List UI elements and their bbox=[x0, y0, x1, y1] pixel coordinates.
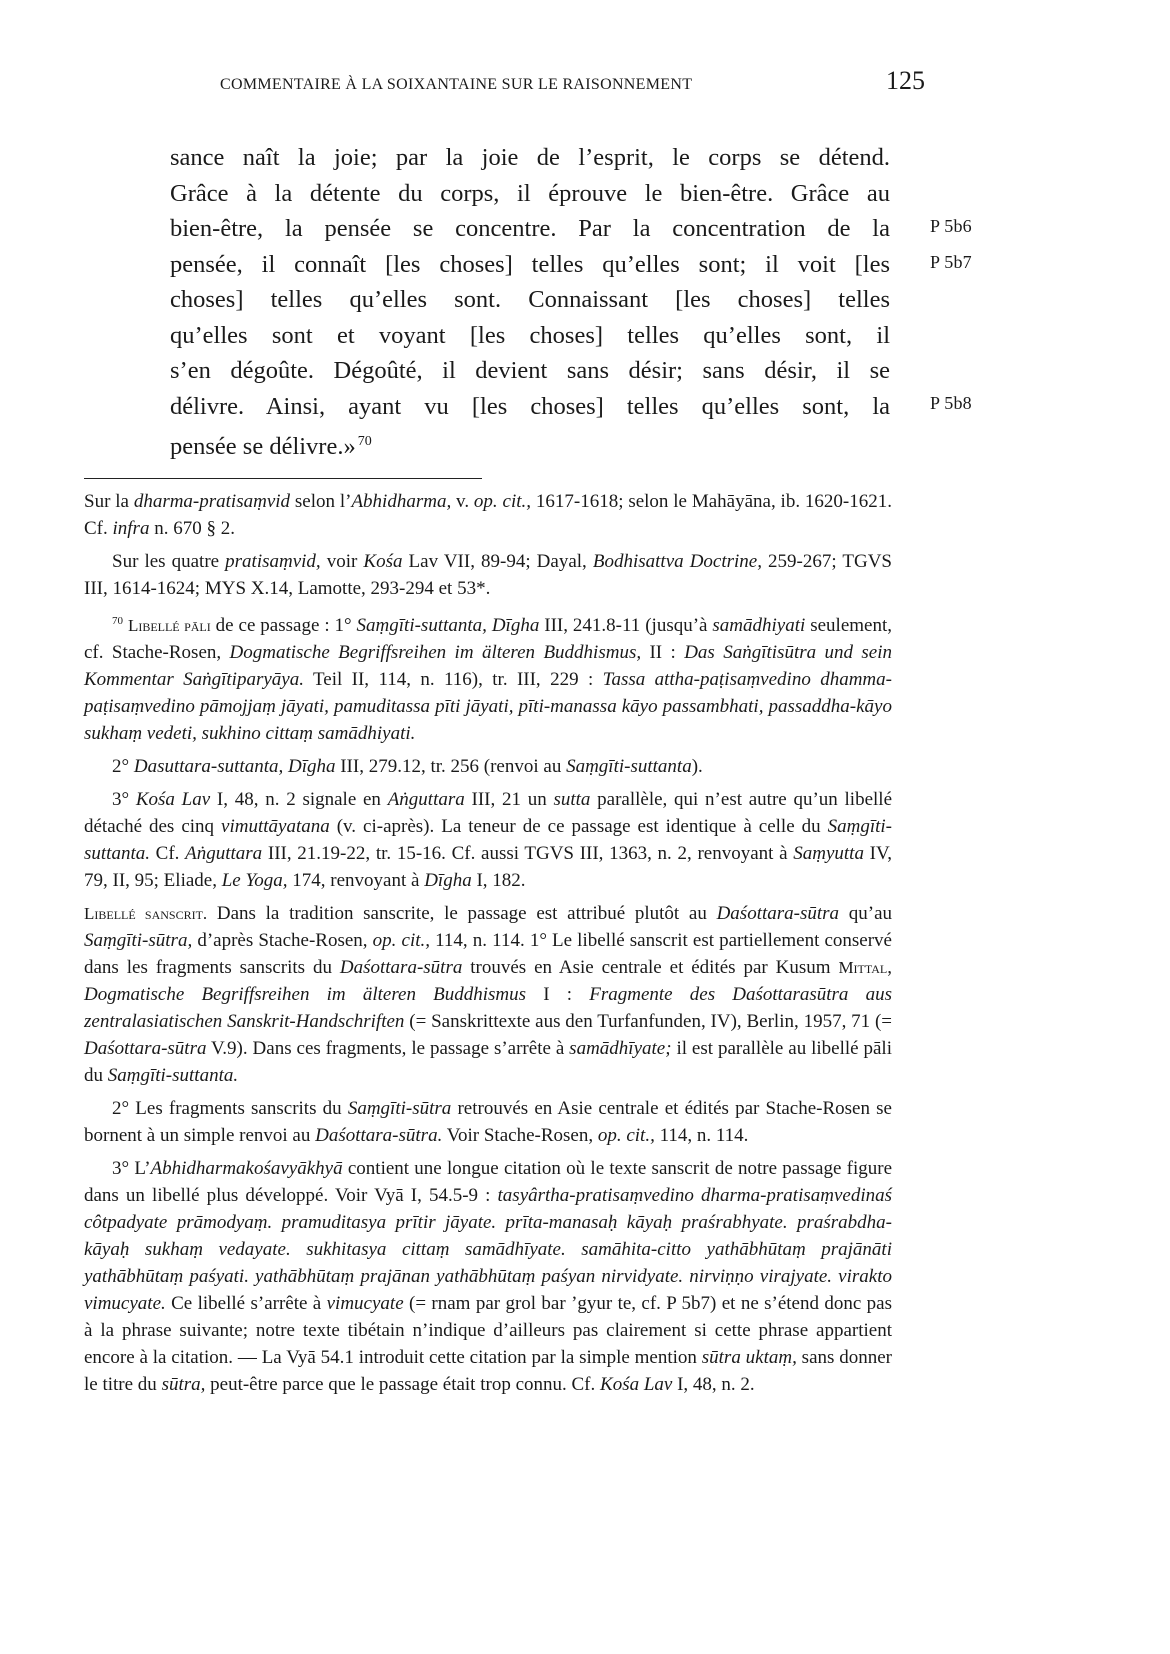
text-run: sans donner le titre du bbox=[84, 1347, 893, 1395]
text-run: 1617-1618; selon le Mahāyāna, ib. 1620-1621. Cf. bbox=[84, 491, 892, 539]
main-text-line: Grâce à la détente du corps, il éprouve le bien-être. Grâce au bbox=[170, 179, 890, 207]
text-run: Cf. bbox=[149, 843, 186, 864]
footnote-body bbox=[84, 903, 892, 1086]
text-run: I : bbox=[526, 984, 590, 1005]
text-run: contient une longue citation où le texte sanscrit de notre passage figure dans un libellé plus développé. Voir Vyā I, 54.5-9 : bbox=[84, 1158, 892, 1206]
text-run: 259-267; TGVS III, 1614-1624; MYS X.14, Lamotte, 293-294 et 53*. bbox=[84, 551, 892, 599]
italic-run: Kośa Lav bbox=[135, 789, 211, 810]
margin-reference: P 5b7 bbox=[930, 252, 972, 272]
italic-run: Saṃgīti-suttanta. bbox=[84, 816, 892, 864]
italic-run: Aṅguttara bbox=[387, 789, 465, 810]
italic-run: Saṃgīti-suttanta, Dīgha bbox=[356, 615, 540, 636]
footnote-reference[interactable]: 70 bbox=[357, 434, 372, 449]
footnote-paragraph bbox=[84, 1155, 892, 1398]
italic-run: Tassa attha-paṭisaṃvedino dhamma-paṭisaṃvedino pāmojjaṃ jāyati, pamuditassa pīti jāyati, pīti-manassa kāyo passambhati, passaddha-kāyo sukhaṃ vedeti, sukhino cittaṃ samādhiyati. bbox=[84, 669, 892, 744]
text-run: I, 182. bbox=[471, 870, 526, 891]
text-run: voir bbox=[320, 551, 364, 572]
text-run: Lav VII, 89-94; Dayal, bbox=[402, 551, 593, 572]
text-run: (= Sanskrittexte aus den Turfanfunden, IV), Berlin, 1957, 71 (= bbox=[404, 1011, 893, 1032]
italic-run: Saṃgīti-sūtra bbox=[347, 1098, 452, 1119]
italic-run: Dasuttara-suttanta, Dīgha bbox=[133, 756, 336, 777]
italic-run: infra bbox=[112, 518, 150, 539]
page-number: 125 bbox=[886, 66, 925, 95]
main-text bbox=[170, 140, 890, 460]
running-head: COMMENTAIRE À LA SOIXANTAINE SUR LE RAISONNEMENT bbox=[220, 76, 693, 93]
text-run: ). bbox=[691, 756, 703, 777]
italic-run: Dogmatische Begriffsreihen im älteren Buddhismus, bbox=[229, 642, 642, 663]
italic-run: Daśottara-sūtra bbox=[716, 903, 840, 924]
text-run: 2° Les fragments sanscrits du bbox=[112, 1098, 348, 1119]
footnotes bbox=[84, 488, 892, 1404]
italic-run: op. cit., bbox=[372, 930, 431, 951]
text-run: 174, renvoyant à bbox=[287, 870, 425, 891]
italic-run: Bodhisattva Doctrine, bbox=[592, 551, 762, 572]
text-run: III, 279.12, tr. 256 (renvoi au bbox=[335, 756, 567, 777]
footnote-divider bbox=[84, 478, 482, 479]
text-run: il est parallèle au libellé pāli du bbox=[84, 1038, 892, 1086]
text-run: (= rnam par grol bar ’gyur te, cf. P 5b7) et ne s’étend donc pas à la phrase suivante; notre texte tibétain n’indique d’ailleurs pas clairement si cette phrase appartient encore à la citation. — La Vyā 54.1 introduit cette citation par la simple mention bbox=[84, 1293, 892, 1368]
footnote-paragraph-sanscrit bbox=[84, 900, 892, 1089]
section-label: Libellé pāli bbox=[127, 616, 211, 635]
italic-run: Fragmente des Daśottarasūtra aus zentralasiatischen Sanskrit-Handschriften bbox=[84, 984, 893, 1032]
section-label: Libellé sanscrit. bbox=[84, 904, 208, 923]
text-run: selon l’ bbox=[290, 491, 352, 512]
text-run: Teil II, 114, n. 116), tr. III, 229 : bbox=[303, 669, 603, 690]
text-run: III, 21.19-22, tr. 15-16. Cf. aussi TGVS III, 1363, n. 2, renvoyant à bbox=[262, 843, 794, 864]
text-run: 3° L’ bbox=[112, 1158, 151, 1179]
italic-run: sūtra uktaṃ, bbox=[701, 1347, 797, 1368]
margin-reference: P 5b6 bbox=[930, 216, 972, 236]
italic-run: vimucyate bbox=[326, 1293, 404, 1314]
main-text-line: s’en dégoûte. Dégoûté, il devient sans désir; sans désir, il se bbox=[170, 357, 890, 384]
footnote-paragraph bbox=[84, 488, 892, 542]
italic-run: Daśottara-sūtra bbox=[84, 1038, 207, 1059]
italic-run: Saṃgīti-sūtra, bbox=[84, 930, 193, 951]
italic-run: samādhīyate; bbox=[569, 1038, 672, 1059]
text-run: I, 48, n. 2 signale en bbox=[210, 789, 388, 810]
footnote-paragraph bbox=[84, 753, 892, 780]
italic-run: Kośa bbox=[363, 551, 403, 572]
text-run: 114, n. 114. 1° Le libellé sanscrit est partiellement conservé dans les fragments sanscrits du bbox=[84, 930, 892, 978]
text-run: Dans la tradition sanscrite, le passage est attribué plutôt au bbox=[207, 903, 717, 924]
text-run: I, 48, n. 2. bbox=[672, 1374, 755, 1395]
text-run: (v. ci-après). La teneur de ce passage est identique à celle du bbox=[329, 816, 828, 837]
italic-run: Daśottara-sūtra bbox=[339, 957, 463, 978]
text-run: Voir Stache-Rosen, bbox=[442, 1125, 598, 1146]
italic-run: Le Yoga, bbox=[221, 870, 288, 891]
text-run: v. bbox=[451, 491, 474, 512]
italic-run: op. cit., bbox=[473, 491, 532, 512]
italic-run: Abhidharma, bbox=[351, 491, 452, 512]
text-run: retrouvés en Asie centrale et édités par Stache-Rosen se bornent à un simple renvoi au bbox=[84, 1098, 892, 1146]
italic-run: Saṃyutta bbox=[793, 843, 864, 864]
text-run: de ce passage : 1° bbox=[210, 615, 357, 636]
footnote-paragraph bbox=[84, 548, 892, 602]
italic-run: sutta bbox=[553, 789, 591, 810]
text-run: V.9). Dans ces fragments, le passage s’arrête à bbox=[206, 1038, 570, 1059]
main-text-line: choses] telles qu’elles sont. Connaissant [les choses] telles bbox=[170, 286, 890, 313]
text-run: seulement, cf. Stache-Rosen, bbox=[84, 615, 893, 663]
text-run: , bbox=[887, 957, 892, 978]
text-run: n. 670 § 2. bbox=[149, 518, 235, 539]
main-text-line: délivre. Ainsi, ayant vu [les choses] telles qu’elles sont, la bbox=[170, 392, 890, 420]
footnote-paragraph bbox=[84, 1095, 892, 1149]
text-run: d’après Stache-Rosen, bbox=[192, 930, 373, 951]
main-text-line: sance naît la joie; par la joie de l’esprit, le corps se détend. bbox=[170, 144, 890, 171]
italic-run: dharma-pratisaṃvid bbox=[133, 491, 291, 512]
footnote-number: 70 bbox=[112, 615, 123, 627]
text-run: Ce libellé s’arrête à bbox=[165, 1293, 327, 1314]
italic-run: Saṃgīti-suttanta. bbox=[107, 1065, 239, 1086]
italic-run: Das Saṅgītisūtra und sein Kommentar Saṅgītiparyāya. bbox=[84, 642, 892, 690]
italic-run: Aṅguttara bbox=[185, 843, 263, 864]
italic-run: tasyârtha-pratisaṃvedino dharma-pratisaṃvedinaś côtpadyate prāmodyaṃ. pramuditasya prītir jāyate. prīta-manasaḥ kāyaḥ praśrabhyate. praśrabdha-kāyaḥ sukhaṃ vedayate. sukhitasya cittaṃ samādhīyate. samāhita-citto yathābhūtaṃ prajānāti yathābhūtaṃ paśyati. yathābhūtaṃ prajānan yathābhūtaṃ paśyan nirvidyate. nirviṇṇo virajyate. virakto vimucyate. bbox=[84, 1185, 893, 1314]
text-run: Sur la bbox=[84, 491, 134, 512]
text-run: 114, n. 114. bbox=[654, 1125, 749, 1146]
text-run: Sur les quatre bbox=[112, 551, 226, 572]
italic-run: Kośa Lav bbox=[600, 1374, 673, 1395]
italic-run: samādhiyati bbox=[712, 615, 806, 636]
italic-run: vimuttāyatana bbox=[221, 816, 330, 837]
footnote-paragraph bbox=[84, 786, 892, 894]
italic-run: Dīgha bbox=[424, 870, 472, 891]
italic-run: Dogmatische Begriffsreihen im älteren Buddhismus bbox=[84, 984, 527, 1005]
main-text-line: qu’elles sont et voyant [les choses] telles qu’elles sont, il bbox=[170, 321, 890, 349]
footnote-70 bbox=[84, 608, 892, 747]
text-run: 2° bbox=[112, 756, 134, 777]
text-run: qu’au bbox=[839, 903, 893, 924]
text-run: III, 241.8-11 (jusqu’à bbox=[539, 615, 713, 636]
text-run: parallèle, qui n’est autre qu’un libellé détaché des cinq bbox=[84, 789, 892, 837]
margin-reference: P 5b8 bbox=[930, 393, 972, 413]
italic-run: Daśottara-sūtra. bbox=[315, 1125, 443, 1146]
main-text-line: bien-être, la pensée se concentre. Par la concentration de la bbox=[170, 215, 890, 242]
text-run: 3° bbox=[112, 789, 136, 810]
italic-run: pratisaṃvid, bbox=[225, 551, 321, 572]
italic-run: Abhidharmakośavyākhyā bbox=[150, 1158, 343, 1179]
text-run: III, 21 un bbox=[464, 789, 554, 810]
text-run: peut-être parce que le passage était trop connu. Cf. bbox=[205, 1374, 601, 1395]
italic-run: sūtra, bbox=[161, 1374, 206, 1395]
text-run: II : bbox=[641, 642, 685, 663]
small-caps-run: Mittal bbox=[838, 958, 888, 977]
italic-run: op. cit., bbox=[597, 1125, 655, 1146]
main-text-line: pensée se délivre.» bbox=[170, 433, 356, 460]
main-text-line-last bbox=[170, 424, 890, 460]
italic-run: Saṃgīti-suttanta bbox=[566, 756, 692, 777]
main-text-line: pensée, il connaît [les choses] telles qu’elles sont; il voit [les bbox=[170, 250, 890, 278]
text-run: IV, 79, II, 95; Eliade, bbox=[84, 843, 892, 891]
text-run: trouvés en Asie centrale et édités par Kusum bbox=[462, 957, 839, 978]
